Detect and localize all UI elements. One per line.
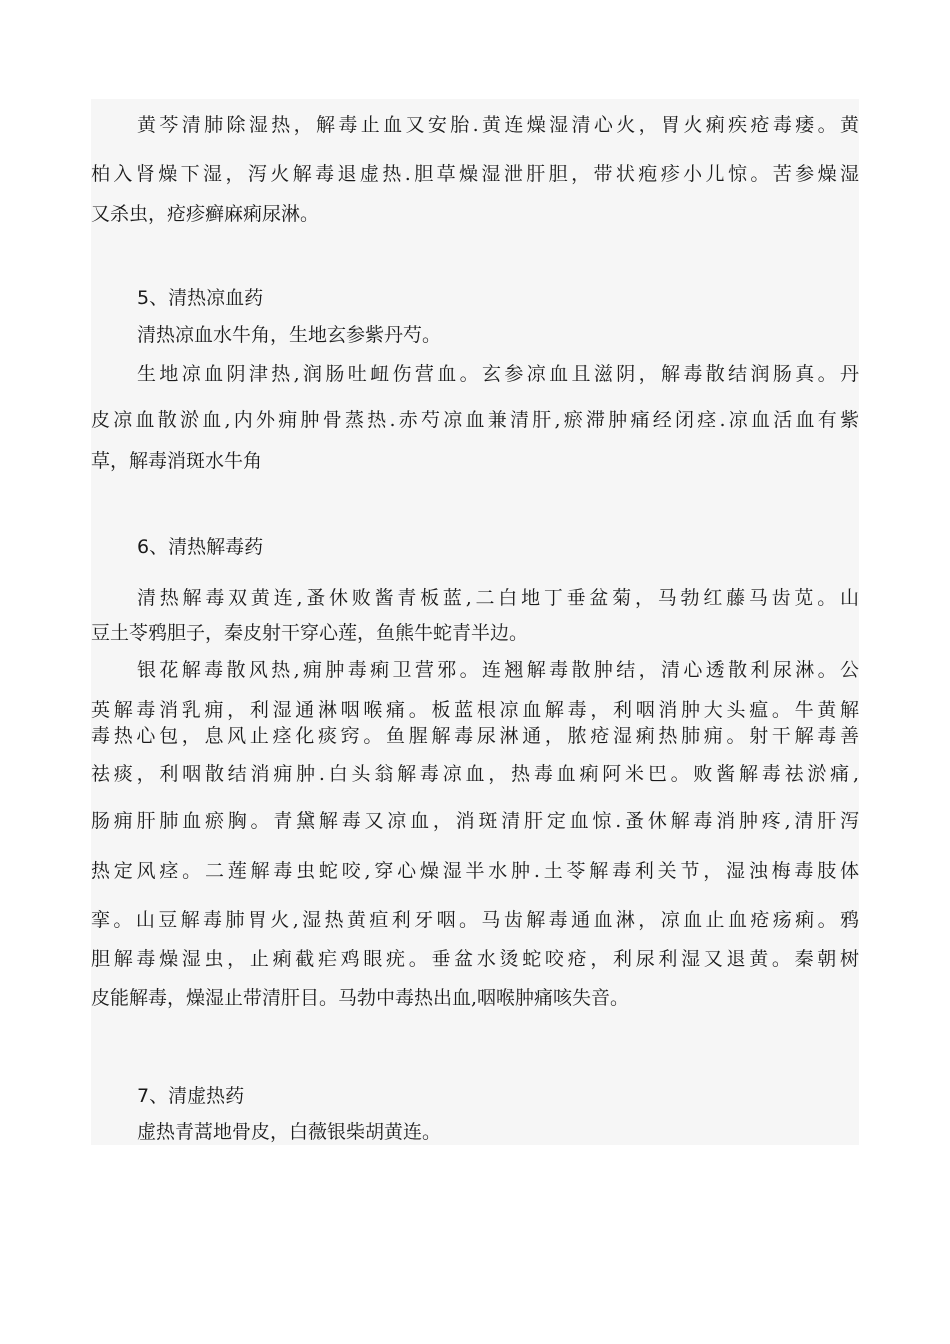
text-line: 清热凉血水牛角，生地玄参紫丹芍。: [137, 324, 442, 346]
text-line: 银花解毒散风热,痈肿毒痢卫营邪。连翘解毒散肿结，清心透散利尿淋。公: [137, 659, 859, 681]
section-heading: 6、清热解毒药: [137, 536, 264, 558]
text-line: 草，解毒消斑水牛角: [91, 450, 263, 472]
text-line: 豆土苓鸦胆子，秦皮射干穿心莲，鱼熊牛蛇青半边。: [91, 622, 529, 644]
text-line: 皮能解毒，燥湿止带清肝目。马勃中毒热出血,咽喉肿痛咳失音。: [91, 987, 630, 1009]
text-line: 生地凉血阴津热,润肠吐衄伤营血。玄参凉血且滋阴，解毒散结润肠真。丹: [137, 363, 859, 385]
text-line: 又杀虫，疮疹癣麻痢尿淋。: [91, 203, 320, 225]
section-heading: 7、清虚热药: [137, 1085, 245, 1107]
document-text-block: [91, 99, 859, 1145]
text-line: 祛痰，利咽散结消痈肿.白头翁解毒凉血，热毒血痢阿米巴。败酱解毒祛淤痛,: [91, 763, 859, 785]
text-line: 毒热心包，息风止痉化痰窍。鱼腥解毒尿淋通，脓疮湿痢热肺痈。射干解毒善: [91, 725, 859, 747]
text-line: 柏入肾燥下湿，泻火解毒退虚热.胆草燥湿泄肝胆，带状疱疹小儿惊。苦参燥湿: [91, 163, 859, 185]
text-line: 挛。山豆解毒肺胃火,湿热黄疸利牙咽。马齿解毒通血淋，凉血止血疮疡痢。鸦: [91, 909, 859, 931]
text-line: 黄芩清肺除湿热，解毒止血又安胎.黄连燥湿清心火，胃火痢疾疮毒痿。黄: [137, 114, 859, 136]
text-line: 皮凉血散淤血,内外痈肿骨蒸热.赤芍凉血兼清肝,瘀滞肿痛经闭痉.凉血活血有紫: [91, 409, 859, 431]
text-line: 热定风痉。二莲解毒虫蛇咬,穿心燥湿半水肿.土苓解毒利关节，湿浊梅毒肢体: [91, 860, 859, 882]
text-line: 英解毒消乳痈，利湿通淋咽喉痛。板蓝根凉血解毒，利咽消肿大头瘟。牛黄解: [91, 699, 859, 721]
text-line: 清热解毒双黄连,蚤休败酱青板蓝,二白地丁垂盆菊，马勃红藤马齿苋。山: [137, 587, 859, 609]
text-line: 胆解毒燥湿虫，止痢截疟鸡眼疣。垂盆水烫蛇咬疮，利尿利湿又退黄。秦朝树: [91, 948, 859, 970]
text-line: 肠痈肝肺血瘀胸。青黛解毒又凉血，消斑清肝定血惊.蚤休解毒消肿疼,清肝泻: [91, 810, 859, 832]
text-line: 虚热青蒿地骨皮，白薇银柴胡黄连。: [137, 1121, 442, 1143]
section-heading: 5、清热凉血药: [137, 287, 264, 309]
